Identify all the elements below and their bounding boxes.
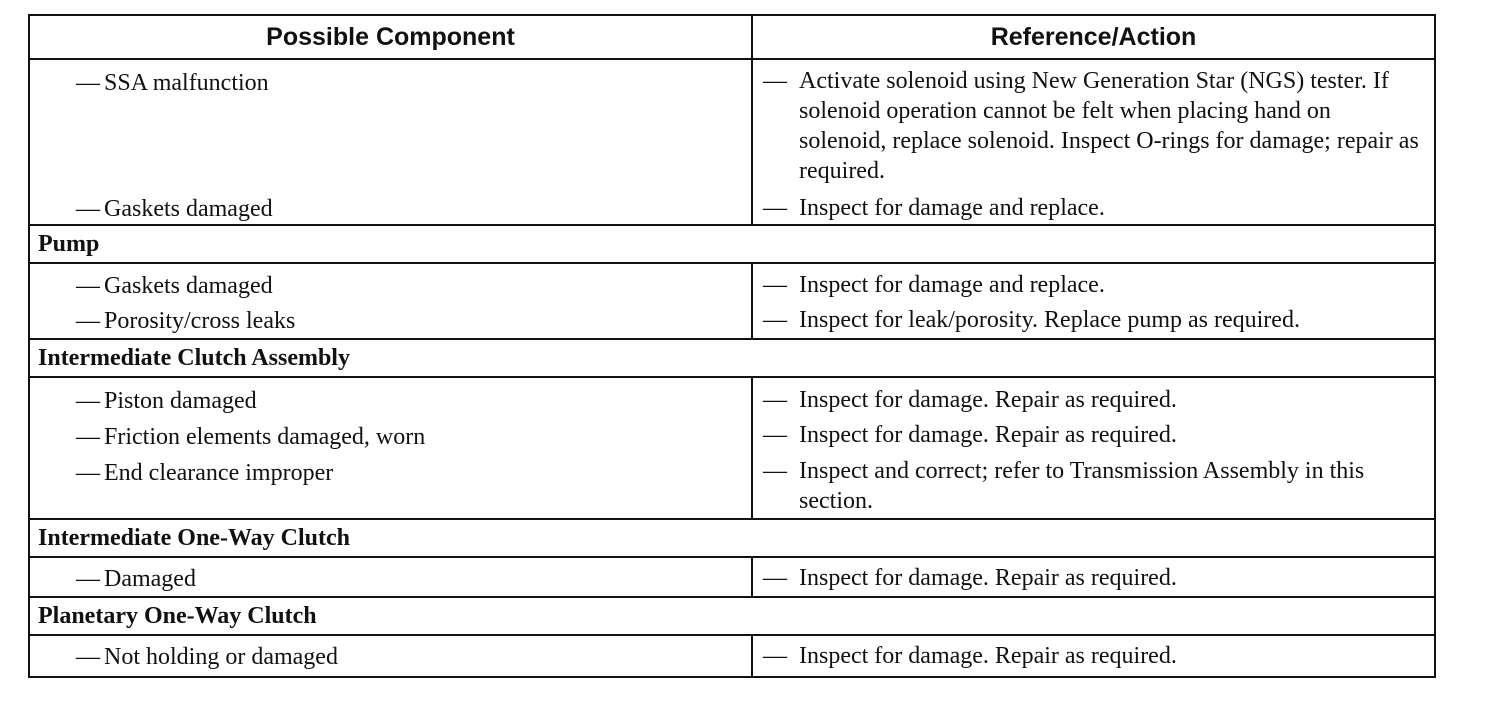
action-cell bbox=[751, 60, 1434, 224]
component-item: — Gaskets damaged bbox=[76, 273, 273, 299]
section-title-intermediate-clutch: Intermediate Clutch Assembly bbox=[30, 340, 1434, 378]
table-row-planetary-one-way-clutch bbox=[30, 636, 1434, 676]
component-item: — End clearance improper bbox=[76, 460, 334, 486]
component-item: — Porosity/cross leaks bbox=[76, 308, 296, 334]
component-item: — Damaged bbox=[76, 566, 196, 592]
action-cell bbox=[751, 264, 1434, 338]
diagnosis-table bbox=[28, 14, 1436, 678]
action-item: — Inspect for damage and replace. bbox=[763, 195, 1105, 221]
action-item: — Inspect and correct; refer to Transmission Assembly in this section. bbox=[763, 458, 1365, 514]
component-cell bbox=[30, 264, 751, 338]
action-cell bbox=[751, 636, 1434, 676]
table-row-intermediate-clutch bbox=[30, 378, 1434, 520]
component-item: — SSA malfunction bbox=[76, 70, 269, 96]
action-cell bbox=[751, 378, 1434, 518]
header-possible-component: Possible Component bbox=[266, 22, 515, 51]
section-title-intermediate-one-way-clutch: Intermediate One-Way Clutch bbox=[30, 520, 1434, 558]
section-title-pump: Pump bbox=[30, 226, 1434, 264]
component-item: — Gaskets damaged bbox=[76, 196, 273, 222]
action-item: — Inspect for leak/porosity. Replace pump as required. bbox=[763, 307, 1300, 333]
component-item: — Friction elements damaged, worn bbox=[76, 424, 426, 450]
action-item: — Inspect for damage. Repair as required. bbox=[763, 387, 1177, 413]
component-cell bbox=[30, 636, 751, 676]
table-row-pump bbox=[30, 264, 1434, 340]
table-header bbox=[30, 16, 1434, 60]
component-item: — Not holding or damaged bbox=[76, 644, 338, 670]
action-item: — Inspect for damage. Repair as required. bbox=[763, 643, 1177, 669]
action-item: — Activate solenoid using New Generation Star (NGS) tester. If solenoid operation cannot be felt when placing hand on solenoid, replace solenoid. Inspect O-rings for damage; repair as required. bbox=[763, 68, 1419, 184]
component-cell bbox=[30, 60, 751, 224]
component-item: — Piston damaged bbox=[76, 388, 257, 414]
table-row-group-continued bbox=[30, 60, 1434, 226]
action-item: — Inspect for damage. Repair as required. bbox=[763, 565, 1177, 591]
component-cell bbox=[30, 378, 751, 518]
action-item: — Inspect for damage and replace. bbox=[763, 272, 1105, 298]
action-cell bbox=[751, 558, 1434, 596]
table-row-intermediate-one-way-clutch bbox=[30, 558, 1434, 598]
component-cell bbox=[30, 558, 751, 596]
section-title-planetary-one-way-clutch: Planetary One-Way Clutch bbox=[30, 598, 1434, 636]
action-item: — Inspect for damage. Repair as required. bbox=[763, 422, 1177, 448]
header-reference-action: Reference/Action bbox=[751, 16, 1434, 58]
